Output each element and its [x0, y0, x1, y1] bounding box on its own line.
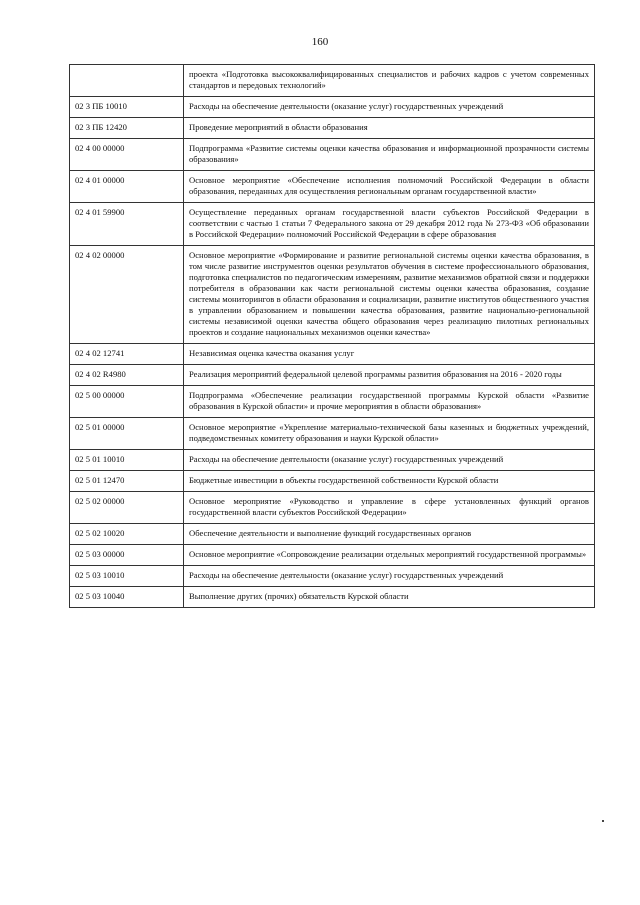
- table-row: [70, 65, 595, 97]
- budget-code-table: [69, 64, 595, 608]
- description-cell: Основное мероприятие «Руководство и управление в сфере установленных функций органов государственной власти субъектов Российской Федерации»: [184, 492, 595, 524]
- code-cell: [70, 65, 184, 97]
- description-cell: Расходы на обеспечение деятельности (оказание услуг) государственных учреждений: [184, 450, 595, 471]
- code-cell: 02 5 01 00000: [70, 418, 184, 450]
- table-row: [70, 118, 595, 139]
- code-cell: 02 4 02 12741: [70, 344, 184, 365]
- table-row: [70, 139, 595, 171]
- description-cell: Основное мероприятие «Укрепление материально-технической базы казенных и бюджетных учреждений, подведомственных комитету образования и науки Курской области»: [184, 418, 595, 450]
- description-cell: проекта «Подготовка высококвалифицированных специалистов и рабочих кадров с учетом современных стандартов и передовых технологий»: [184, 65, 595, 97]
- table-row: [70, 246, 595, 344]
- code-cell: 02 5 03 10010: [70, 566, 184, 587]
- code-cell: 02 5 02 10020: [70, 524, 184, 545]
- code-cell: 02 4 02 R4980: [70, 365, 184, 386]
- code-cell: 02 5 01 10010: [70, 450, 184, 471]
- table-row: [70, 566, 595, 587]
- description-cell: Проведение мероприятий в области образования: [184, 118, 595, 139]
- code-cell: 02 3 ПБ 10010: [70, 97, 184, 118]
- page-number: 160: [311, 36, 329, 48]
- table-row: [70, 492, 595, 524]
- code-cell: 02 5 03 10040: [70, 587, 184, 608]
- table-row: [70, 203, 595, 246]
- description-cell: Реализация мероприятий федеральной целевой программы развития образования на 2016 - 2020 годы: [184, 365, 595, 386]
- description-cell: Независимая оценка качества оказания услуг: [184, 344, 595, 365]
- description-cell: Осуществление переданных органам государственной власти субъектов Российской Федерации в соответствии с частью 1 статьи 7 Федерального закона от 29 декабря 2012 года № 273-ФЗ «Об образовании в Российской Федерации» полномочий Российской Федерации в сфере образования: [184, 203, 595, 246]
- scan-speck: [602, 820, 604, 822]
- description-cell: Обеспечение деятельности и выполнение функций государственных органов: [184, 524, 595, 545]
- code-cell: 02 5 03 00000: [70, 545, 184, 566]
- description-cell: Основное мероприятие «Формирование и развитие региональной системы оценки качества образования, в том числе развитие инструментов оценки результатов обучения в системе профессионального образования, подготовка специалистов по педагогическим измерениям, развитие механизмов обратной связи и поддержки потребителя в образовании как части региональной системы оценки качества образования, создание системы мониторингов в области образования и социализации, развитие институтов общественного участия в управлении образованием и повышении качества образования, развитие национально-региональной системы независимой оценки качества общего образования через реализацию пилотных региональных проектов и создание национальных механизмов оценки качества»: [184, 246, 595, 344]
- code-cell: 02 5 01 12470: [70, 471, 184, 492]
- code-cell: 02 4 02 00000: [70, 246, 184, 344]
- table-row: [70, 545, 595, 566]
- table-row: [70, 471, 595, 492]
- description-cell: Подпрограмма «Развитие системы оценки качества образования и информационной прозрачности системы образования»: [184, 139, 595, 171]
- code-cell: 02 4 01 00000: [70, 171, 184, 203]
- code-cell: 02 5 02 00000: [70, 492, 184, 524]
- description-cell: Выполнение других (прочих) обязательств Курской области: [184, 587, 595, 608]
- code-cell: 02 4 00 00000: [70, 139, 184, 171]
- table-row: [70, 344, 595, 365]
- table-body: [70, 65, 595, 608]
- table-row: [70, 171, 595, 203]
- description-cell: Основное мероприятие «Обеспечение исполнения полномочий Российской Федерации в области образования, переданных для осуществления региональным органам государственной власти»: [184, 171, 595, 203]
- description-cell: Подпрограмма «Обеспечение реализации государственной программы Курской области «Развитие образования в Курской области» и прочие мероприятия в области образования»: [184, 386, 595, 418]
- table-row: [70, 418, 595, 450]
- description-cell: Расходы на обеспечение деятельности (оказание услуг) государственных учреждений: [184, 97, 595, 118]
- table-row: [70, 365, 595, 386]
- code-cell: 02 3 ПБ 12420: [70, 118, 184, 139]
- table-row: [70, 524, 595, 545]
- description-cell: Основное мероприятие «Сопровождение реализации отдельных мероприятий государственной программы»: [184, 545, 595, 566]
- table-row: [70, 450, 595, 471]
- table-row: [70, 386, 595, 418]
- description-cell: Бюджетные инвестиции в объекты государственной собственности Курской области: [184, 471, 595, 492]
- code-cell: 02 5 00 00000: [70, 386, 184, 418]
- description-cell: Расходы на обеспечение деятельности (оказание услуг) государственных учреждений: [184, 566, 595, 587]
- code-cell: 02 4 01 59900: [70, 203, 184, 246]
- table-row: [70, 587, 595, 608]
- table-row: [70, 97, 595, 118]
